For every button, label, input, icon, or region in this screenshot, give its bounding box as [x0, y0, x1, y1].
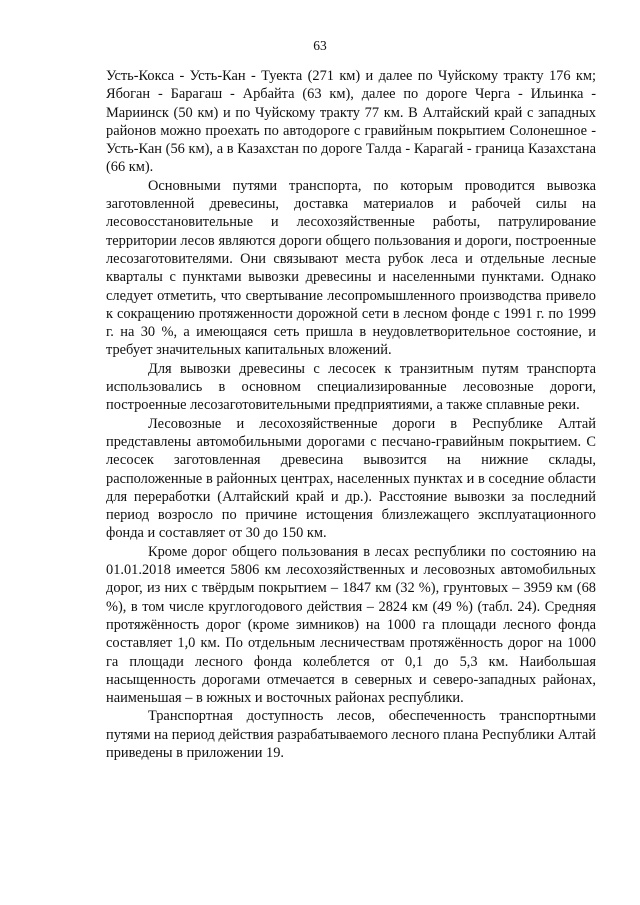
- body-text: [106, 67, 596, 762]
- paragraph-transport-routes: Основными путями транспорта, по которым проводится вывозка заготовленной древесины, доставка материалов и рабочей силы на лесовосстановительные и лесохозяйственные работы, патрулирование территории лесов являются дороги общего пользования и дороги, построенные лесозаготовителями. Они связывают места рубок леса и отдельные лесные кварталы с пунктами вывозки древесины и населенными пунктами. Однако следует отметить, что свертывание лесопромышленного производства привело к сокращению протяженности дорожной сети в лесном фонде с 1991 г. по 1999 г. на 30 %, а имеющаяся сеть пришла в неудовлетворительное состояние, и требует значительных капитальных вложений.: [106, 177, 596, 359]
- page-number: 63: [313, 38, 327, 53]
- paragraph-timber-hauling: Для вывозки древесины с лесосек к транзитным путям транспорта использовались в основном специализированные лесовозные дороги, построенные лесозаготовительными предприятиями, а также сплавные реки.: [106, 360, 596, 414]
- paragraph-continuation: Усть-Кокса - Усть-Кан - Туекта (271 км) и далее по Чуйскому тракту 176 км; Ябоган - Барагаш - Арбайта (63 км), далее по дороге Черга - Ильинка - Мариинск (50 км) и по Чуйскому тракту 77 км. В Алтайский край с западных районов можно проехать по автодороге с гравийным покрытием Солонешное - Усть-Кан (56 км), а в Казахстан по дороге Талда - Карагай - граница Казахстана (66 км).: [106, 68, 596, 176]
- paragraph-forest-roads: Лесовозные и лесохозяйственные дороги в Республике Алтай представлены автомобильными дорогами с песчано-гравийным покрытием. С лесосек заготовленная древесина вывозится на нижние склады, расположенные в районных центрах, населенных пунктах и в соседние области для переработки (Алтайский край и др.). Расстояние вывозки за последний период возросло по причине истощения близлежащего эксплуатационного фонда и составляет от 30 до 150 км.: [106, 415, 596, 542]
- paragraph-road-statistics: Кроме дорог общего пользования в лесах республики по состоянию на 01.01.2018 имеется 5806 км лесохозяйственных и лесовозных автомобильных дорог, из них с твёрдым покрытием – 1847 км (32 %), грунтовых – 3959 км (68 %), в том числе круглогодового действия – 2824 км (49 %) (табл. 24). Средняя протяжённость дорог (кроме зимников) на 1000 га площади лесного фонда составляет 1,0 км. По отдельным лесничествам протяжённость дорог на 1000 га площади лесного фонда колеблется от 0,1 до 5,3 км. Наибольшая насыщенность дорогами отмечается в северных и северо-западных районах, наименьшая – в южных и восточных районах республики.: [106, 543, 596, 707]
- paragraph-transport-accessibility: Транспортная доступность лесов, обеспеченность транспортными путями на период действия разрабатываемого лесного плана Республики Алтай приведены в приложении 19.: [106, 708, 596, 761]
